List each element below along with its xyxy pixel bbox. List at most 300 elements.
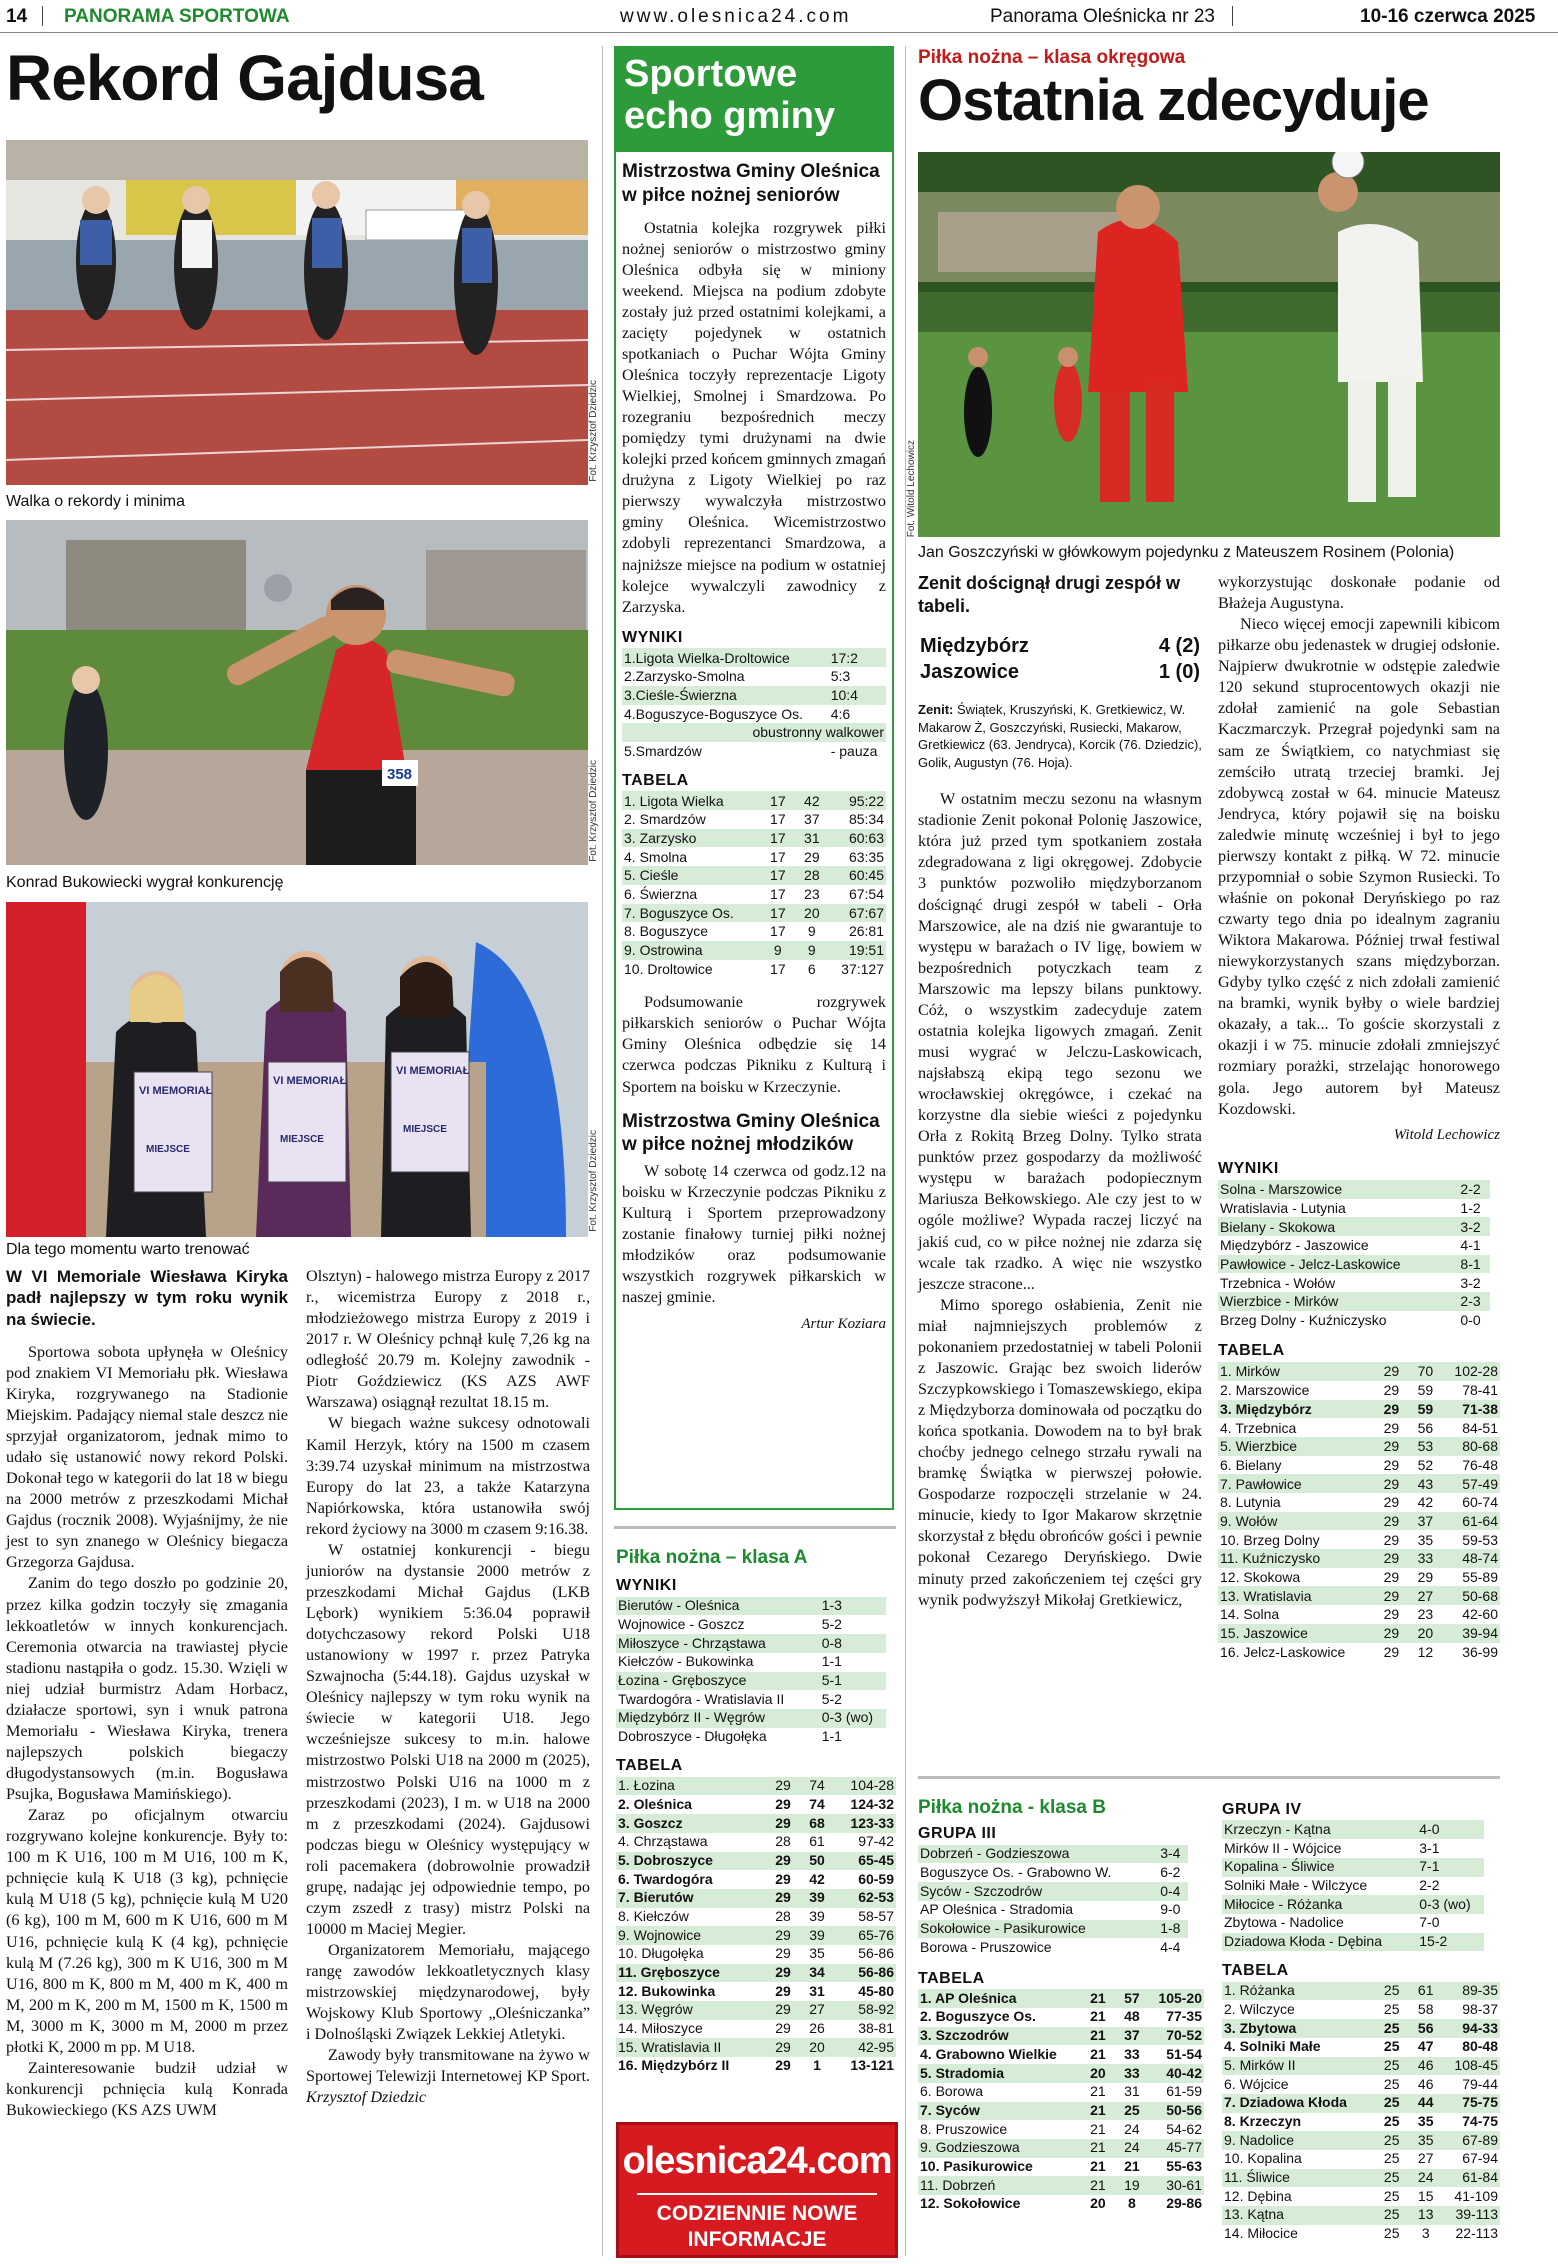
standings-goals: 67-94 [1462,2150,1498,2167]
standings-points: 31 [795,829,829,848]
result-match: 2.Zarzysko-Smolna [624,668,745,685]
standings-row [1218,1568,1500,1587]
standings-points: 20 [1408,1624,1442,1643]
standings-goals: 61-64 [1442,1512,1500,1531]
standings-played: 21 [1090,2120,1106,2137]
result-row [918,1863,1188,1882]
standings-row [1218,1643,1500,1662]
result-row [616,1672,886,1691]
paragraph: W biegach ważne sukcesy odnotowali Kamil Herzyk, który na 1500 m czasem 3:39.74 uzyskał minimum na mistrzostwa Europy do lat 23, a także Katarzyna Napiórkowska, która ustanowiła swój rekord życiowy na 3000 m czasem 9:16.38. [306,1414,590,1538]
group-3-standings [918,1989,1204,2213]
standings-goals: 58-92 [834,2001,896,2020]
standings-played: 29 [775,1870,791,1887]
standings-played: 29 [775,2020,791,2037]
standings-team: 2. Marszowice [1220,1382,1310,1399]
standings-team: 1. Różanka [1222,1982,1375,2001]
standings-played: 25 [1375,2131,1409,2150]
standings-team: 7. Dziadowa Kłoda [1222,2094,1375,2113]
standings-played: 28 [775,1907,791,1924]
standings-team: 4. Solniki Małe [1224,2038,1321,2055]
standings-team: 7. Boguszyce Os. [622,904,761,923]
standings-row [616,1926,896,1945]
standings-points: 20 [800,2038,834,2057]
poster-title: VI MEMORIAŁ [273,1075,347,1087]
klasa-b-group-3 [918,1796,1208,2214]
gmina-content [622,160,886,1334]
standings-points: 42 [1417,1494,1434,1511]
paragraph: Mimo sporego osłabienia, Zenit nie miał najmniejszych problemów z pokonaniem przedostatniej w tabeli Polonii z Jaszowic. Grając bez swoich liderów Szczypkowskiego i Tomaszewskiego, ekipa z Międzyborza dominowała od początku do końca spotkania. Dowodem na to był brak choćby jednego celnego strzału rywali na bramkę Świątka w pierwszej połowie. Gospodarze rozpoczęli strzelanie w 24. minucie, kiedy to Igor Makarow skrzętnie skorzystał z błędu obrońców gości i pewnie pokonał Cezarego Deryńskiego. Dwie minuty przed zakończeniem tej części gry wynik podwyższył Mikołaj Gretkiewicz, [918,1295,1202,1609]
standings-points: 33 [1408,1549,1442,1568]
result-match: 5.Smardzów [624,743,702,760]
standings-played: 29 [1374,1624,1408,1643]
paragraph: Sportowa sobota upłynęła w Oleśnicy pod znakiem VI Memoriału płk. Wiesława Kiryka, rozgrywanego na Stadionie Miejskim. Padający niemal stale deszcz nie sprzyjał organizatorom, jednak mimo to udało się ustanowić nowy rekord Polski. Dokonał tego w kategorii do lat 18 w biegu na 2000 metrów z przeszkodami Michał Gajdus (rocznik 2008). Wyjaśnijmy, że nie jest to syn znanego w Oleśnicy biegacza Grzegorza Gajdusa. [6,1342,288,1572]
result-match: Wierzbice - Mirków [1218,1292,1458,1311]
advertisement[interactable] [616,2122,898,2258]
standings-goals: 29-86 [1166,2195,1202,2212]
standings-played: 17 [761,904,795,923]
standings-team: 10. Kopalina [1224,2150,1302,2167]
standings-team: 6. Borowa [920,2083,984,2100]
standings-team: 6. Twardogóra [618,1870,713,1887]
standings-played: 21 [1081,2139,1115,2158]
standings-row [616,1777,896,1796]
result-match: Twardogóra - Wratislavia II [618,1690,785,1707]
standings-points: 37 [1408,1512,1442,1531]
standings-goals: 22-113 [1455,2225,1498,2242]
paragraph: W sobotę 14 czerwca od godz.12 na boisku w Krzeczynie podczas Pikniku z Kulturą i Sportem przeprowadzony zostanie finałowy turniej piłki nożnej młodzików oraz podsumowanie wszystkich rozgrywek piłkarskich w naszej gminie. [622,1162,886,1307]
standings-label: TABELA [1218,1342,1285,1360]
standings-points: 44 [1409,2094,1443,2113]
result-score: 6-2 [1160,1863,1181,1880]
standings-goals: 37:127 [841,960,884,977]
standings-row [616,1795,896,1814]
standings-team: 3. Szczodrów [918,2027,1081,2046]
standings-played: 17 [761,829,795,848]
standings-row [1222,2038,1500,2057]
result-match: Kopalina - Śliwice [1222,1858,1417,1877]
paragraph: wykorzystując doskonałe podanie od Błażeja Augustyna. [1218,573,1500,613]
standings-goals: 54-62 [1166,2120,1202,2137]
result-score: 5-1 [820,1672,886,1691]
standings-played: 25 [1383,2112,1400,2129]
standings-team: 8. Kiełczów [618,1907,689,1924]
result-score: 10:4 [829,686,886,705]
standings-row [616,1908,896,1927]
standings-points: 56 [1417,1419,1434,1436]
klasa-a-results [616,1597,886,1747]
standings-row [616,2038,896,2057]
standings-goals: 80-68 [1442,1437,1500,1456]
standings-team: 12. Bukowinka [618,1982,716,1999]
standings-goals: 19:51 [829,941,886,960]
photo-credit: Fot. Krzysztof Dziedzic [588,380,599,482]
standings-goals: 56-86 [834,1964,896,1983]
result-row [622,686,886,705]
standings-goals: 95:22 [829,791,886,810]
result-score: 0-8 [820,1634,886,1653]
standings-goals: 57-49 [1442,1474,1500,1493]
result-match: Brzeg Dolny - Kuźniczysko [1220,1311,1387,1328]
standings-points: 8 [1128,2195,1136,2212]
standings-row [1222,2206,1500,2225]
standings-team: 3. Goszcz [616,1814,766,1833]
result-match: Wojnowice - Goszcz [618,1615,745,1632]
standings-team: 16. Jelcz-Laskowice [1220,1643,1346,1660]
standings-team: 11. Śliwice [1222,2169,1375,2188]
result-match: 1.Ligota Wielka-Droltowice [622,648,829,667]
photo-credit: Fot. Krzysztof Dziedzic [588,1130,599,1232]
result-row [918,1920,1188,1939]
standings-goals: 42-95 [834,2038,896,2057]
standings-goals: 42-60 [1462,1606,1498,1623]
standings-row [616,2020,896,2039]
standings-played: 21 [1090,2083,1106,2100]
result-score: 0-4 [1158,1882,1188,1901]
standings-points: 48 [1124,2008,1140,2025]
standings-row [622,885,886,904]
standings-points: 57 [1115,1989,1149,2008]
result-row [1218,1217,1490,1236]
result-match: Krzeczyn - Kątna [1222,1820,1417,1839]
okregowa-standings [1218,1362,1500,1661]
standings-row [616,1945,896,1964]
standings-team: 4. Chrząstawa [618,1833,708,1850]
standings-goals: 94-33 [1443,2019,1500,2038]
subheading: Mistrzostwa Gminy Oleśnica w piłce nożnej młodzików [622,1110,880,1156]
result-row [1222,1895,1484,1914]
result-row [1222,1933,1484,1952]
standings-label: TABELA [918,1969,985,1987]
standings-goals: 105-20 [1149,1989,1204,2008]
standings-goals: 124-32 [850,1795,894,1812]
standings-played: 25 [1383,2187,1400,2204]
standings-team: 1. AP Oleśnica [918,1989,1081,2008]
result-row [616,1728,886,1747]
standings-goals: 60-59 [858,1870,894,1887]
standings-team: 8. Pruszowice [920,2120,1008,2137]
standings-played: 21 [1081,1989,1115,2008]
standings-goals: 84-51 [1462,1419,1498,1436]
standings-team: 2. Boguszyce Os. [920,2008,1036,2025]
standings-goals: 58-57 [858,1907,894,1924]
standings-goals: 89-35 [1443,1982,1500,2001]
standings-played: 29 [766,1926,800,1945]
result-score: 3-2 [1460,1274,1481,1291]
standings-played: 21 [1090,2008,1106,2025]
result-score: 15-2 [1417,1933,1484,1952]
result-row [616,1709,886,1728]
result-score: 1-8 [1158,1920,1188,1939]
standings-row [918,2158,1204,2177]
standings-row [1222,2057,1500,2076]
standings-points: 27 [1408,1586,1442,1605]
standings-played: 29 [1374,1474,1408,1493]
standings-row [1218,1381,1500,1400]
standings-points: 59 [1408,1400,1442,1419]
standings-points: 59 [1417,1382,1434,1399]
standings-points: 46 [1409,2057,1443,2076]
standings-played: 17 [770,886,786,903]
standings-goals: 67:67 [829,904,886,923]
standings-points: 6 [807,960,816,977]
gmina-banner: Sportowe echo gminy [614,46,894,152]
standings-goals: 26:81 [848,923,884,940]
standings-played: 29 [1374,1512,1408,1531]
standings-team: 9. Wojnowice [616,1926,766,1945]
standings-team: 11. Kuźniczysko [1218,1549,1374,1568]
standings-row [1222,2000,1500,2019]
standings-row [918,2195,1204,2214]
standings-goals: 36-99 [1462,1643,1498,1660]
result-score: 1-1 [821,1653,842,1670]
standings-team: 10. Brzeg Dolny [1220,1531,1320,1548]
standings-points: 74 [800,1777,834,1796]
standings-played: 29 [1383,1419,1400,1436]
standings-points: 27 [800,2001,834,2020]
standings-row [1222,2075,1500,2094]
group-label: GRUPA IV [1222,1801,1302,1818]
standings-row [1218,1362,1500,1381]
result-score: 4-1 [1460,1237,1481,1254]
result-match: Dziadowa Kłoda - Dębina [1222,1933,1417,1952]
standings-played: 17 [770,811,786,828]
result-row [918,1901,1188,1920]
result-match: Łozina - Gręboszyce [616,1672,820,1691]
standings-team: 9. Wołów [1218,1512,1374,1531]
photo-credit: Fot. Witold Lechowicz [906,440,917,538]
standings-goals: 45-77 [1149,2139,1204,2158]
poster-title: VI MEMORIAŁ [139,1085,213,1097]
result-match: Sokołowice - Pasikurowice [918,1920,1158,1939]
result-score: 7-0 [1419,1914,1440,1931]
standings-team: 12. Dębina [1224,2187,1292,2204]
standings-goals: 41-109 [1454,2187,1498,2204]
result-match: Solna - Marszowice [1218,1180,1458,1199]
result-match: Zbytowa - Nadolice [1224,1914,1344,1931]
standings-row [1222,2150,1500,2169]
standings-goals: 80-48 [1462,2038,1498,2055]
standings-row [622,922,886,941]
standings-points: 47 [1417,2038,1434,2055]
standings-points: 35 [809,1945,825,1962]
klasa-a [616,1546,896,2076]
result-score: 4-0 [1417,1820,1484,1839]
standings-team: 15. Jaszowice [1218,1624,1374,1643]
standings-team: 1. Ligota Wielka [622,791,761,810]
result-match: Dobrzeń - Godzieszowa [918,1845,1158,1864]
standings-played: 17 [770,848,786,865]
standings-played: 29 [775,1982,791,1999]
standings-team: 6. Świerzna [624,886,698,903]
result-row [1222,1858,1484,1877]
standings-row [918,2045,1204,2064]
site-url[interactable]: www.olesnica24.com [620,6,852,27]
standings-played: 29 [1374,1437,1408,1456]
standings-team: 2. Smardzów [624,811,706,828]
standings-played: 21 [1090,2157,1106,2174]
standings-played: 25 [1375,2169,1409,2188]
standings-row [918,2083,1204,2102]
standings-points: 9 [795,941,829,960]
standings-row [918,2139,1204,2158]
standings-row [616,1870,896,1889]
standings-points: 26 [809,2020,825,2037]
standings-team: 14. Miłocice [1224,2225,1298,2242]
standings-team: 7. Pawłowice [1218,1474,1374,1493]
standings-team: 12. Sokołowice [920,2195,1021,2212]
standings-points: 74 [809,1795,825,1812]
standings-row [616,2001,896,2020]
section-heading: Piłka nożna – klasa A [616,1547,808,1568]
result-match: Międzybórz II - Węgrów [616,1709,820,1728]
result-match: Borowa - Pruszowice [920,1938,1052,1955]
standings-played: 29 [1383,1569,1400,1586]
article-lead: Zenit doścignął drugi zespół w tabeli. [918,573,1181,616]
result-row [918,1882,1188,1901]
standings-row [1218,1474,1500,1493]
standings-played: 25 [1383,2038,1400,2055]
result-row [1218,1311,1490,1330]
standings-goals: 60:63 [829,829,886,848]
standings-row [1218,1437,1500,1456]
result-row [622,723,886,742]
klasa-a-standings [616,1777,896,2076]
standings-goals: 123-33 [834,1814,896,1833]
standings-row [622,829,886,848]
group-3-results [918,1845,1188,1957]
photo-shot-put [6,520,588,865]
paragraph: Ostatnia kolejka rozgrywek piłki nożnej seniorów o mistrzostwo gminy Oleśnica odbyła się w miniony weekend. Miejsca na podium zdobyte zostały już przed ostatnimi kolejkami, a zacięty pojedynek w ostatnich spotkaniach o Puchar Wójta Gminy Oleśnica toczyły reprezentacje Ligoty Wielkiej, Smolnej i Smardzowa. Po rozegraniu bezpośrednich meczy pomiędzy tymi drużynami na dwie kolejki przed końcem gminnych zmagań drużyna z Ligoty Wielkiej po raz pierwszy wywalczyła mistrzostwo gminy Oleśnica. Wicemistrzostwo zdobyli reprezentanci Smardzowa, a najniższe miejsce na podium w ostatniej kolejce wywalczyli zawodnicy z Zarzyska. [622,218,886,616]
article-title: Ostatnia zdecyduje [918,68,1429,133]
ad-line-2: INFORMACJE [687,2228,827,2251]
standings-team: 12. Skokowa [1220,1569,1301,1586]
result-row [622,705,886,724]
standings-row [1222,2225,1500,2244]
standings-team: 9. Nadolice [1222,2131,1375,2150]
standings-goals: 74-75 [1462,2112,1498,2129]
result-row [1222,1914,1484,1933]
result-score: 1-3 [820,1597,886,1616]
standings-played: 29 [1374,1586,1408,1605]
result-score: 1-1 [821,1727,842,1744]
klasa-b-group-4 [1222,1796,1500,2243]
standings-goals: 102-28 [1442,1362,1500,1381]
issue-dates: 10-16 czerwca 2025 [1360,6,1536,27]
standings-team: 1. Mirków [1218,1362,1374,1381]
standings-team: 11. Gręboszyce [616,1964,766,1983]
result-score: 2-3 [1458,1292,1490,1311]
standings-points: 20 [795,904,829,923]
standings-points: 1 [813,2057,821,2074]
standings-row [622,960,886,979]
standings-played: 21 [1081,2176,1115,2195]
standings-team: 8. Boguszyce [624,923,709,940]
standings-team: 7. Syców [918,2102,1081,2121]
standings-played: 29 [766,2038,800,2057]
standings-row [1218,1512,1500,1531]
standings-played: 21 [1081,2027,1115,2046]
standings-points: 43 [1408,1474,1442,1493]
standings-points: 24 [1124,2120,1140,2137]
standings-played: 29 [1383,1643,1400,1660]
standings-points: 23 [804,886,820,903]
standings-goals: 61-59 [1166,2083,1202,2100]
standings-points: 42 [795,791,829,810]
result-row [616,1597,886,1616]
result-match: Pawłowice - Jelcz-Laskowice [1218,1255,1458,1274]
standings-points: 58 [1417,2000,1434,2017]
standings-goals: 48-74 [1442,1549,1500,1568]
standings-points: 3 [1421,2225,1430,2242]
result-match: Bierutów - Oleśnica [616,1597,820,1616]
standings-row [918,2176,1204,2195]
standings-goals: 60-74 [1462,1494,1498,1511]
result-score: 4-4 [1160,1938,1181,1955]
standings-team: 14. Solna [1220,1606,1280,1623]
result-score: 3-2 [1458,1217,1490,1236]
standings-label: TABELA [1222,1962,1289,1980]
standings-points: 9 [807,923,816,940]
standings-row [918,2027,1204,2046]
standings-row [1218,1605,1500,1624]
result-score: obustronny walkower [622,723,886,742]
article-author: Krzysztof Dziedzic [306,2088,427,2107]
result-score: 0-3 (wo) [820,1709,886,1728]
standings-goals: 13-121 [850,2057,894,2074]
standings-played: 25 [1383,2225,1400,2242]
standings-team: 7. Bierutów [616,1889,766,1908]
standings-points: 31 [1124,2083,1140,2100]
standings-goals: 30-61 [1149,2176,1204,2195]
standings-team: 8. Lutynia [1220,1494,1281,1511]
standings-row [1218,1549,1500,1568]
standings-goals: 65-45 [834,1852,896,1871]
standings-points: 21 [1124,2157,1140,2174]
standings-goals: 50-56 [1149,2102,1204,2121]
standings-team: 1. Łozina [616,1777,766,1796]
standings-points: 29 [1417,1569,1434,1586]
standings-row [616,1964,896,1983]
standings-row [1222,2131,1500,2150]
result-row [622,742,886,761]
match-score: Międzybórz 4 (2) Jaszowice 1 (0) [920,635,1200,683]
standings-label: TABELA [622,771,689,789]
standings-team: 2. Oleśnica [618,1795,692,1812]
standings-goals: 67:54 [848,886,884,903]
result-row [1218,1180,1490,1199]
standings-row [622,810,886,829]
article-column-2 [306,1266,590,2109]
result-match: AP Oleśnica - Stradomia [920,1901,1074,1918]
result-match: Bielany - Skokowa [1218,1217,1458,1236]
standings-team: 9. Godzieszowa [918,2139,1081,2158]
result-score: 9-0 [1160,1901,1181,1918]
result-row [616,1653,886,1672]
standings-played: 25 [1375,2206,1409,2225]
standings-goals: 70-52 [1149,2027,1204,2046]
standings-team: 5. Stradomia [918,2064,1081,2083]
result-score: 2-2 [1419,1876,1440,1893]
result-score: 5-2 [821,1690,842,1707]
standings-goals: 71-38 [1442,1400,1500,1419]
standings-played: 25 [1383,2075,1400,2092]
standings-team: 8. Krzeczyn [1224,2112,1302,2129]
standings-played: 28 [775,1833,791,1850]
standings-goals: 51-54 [1166,2045,1202,2062]
result-match: Dobroszyce - Długołęka [618,1727,767,1744]
standings-points: 27 [1417,2150,1434,2167]
standings-goals: 98-37 [1462,2000,1498,2017]
